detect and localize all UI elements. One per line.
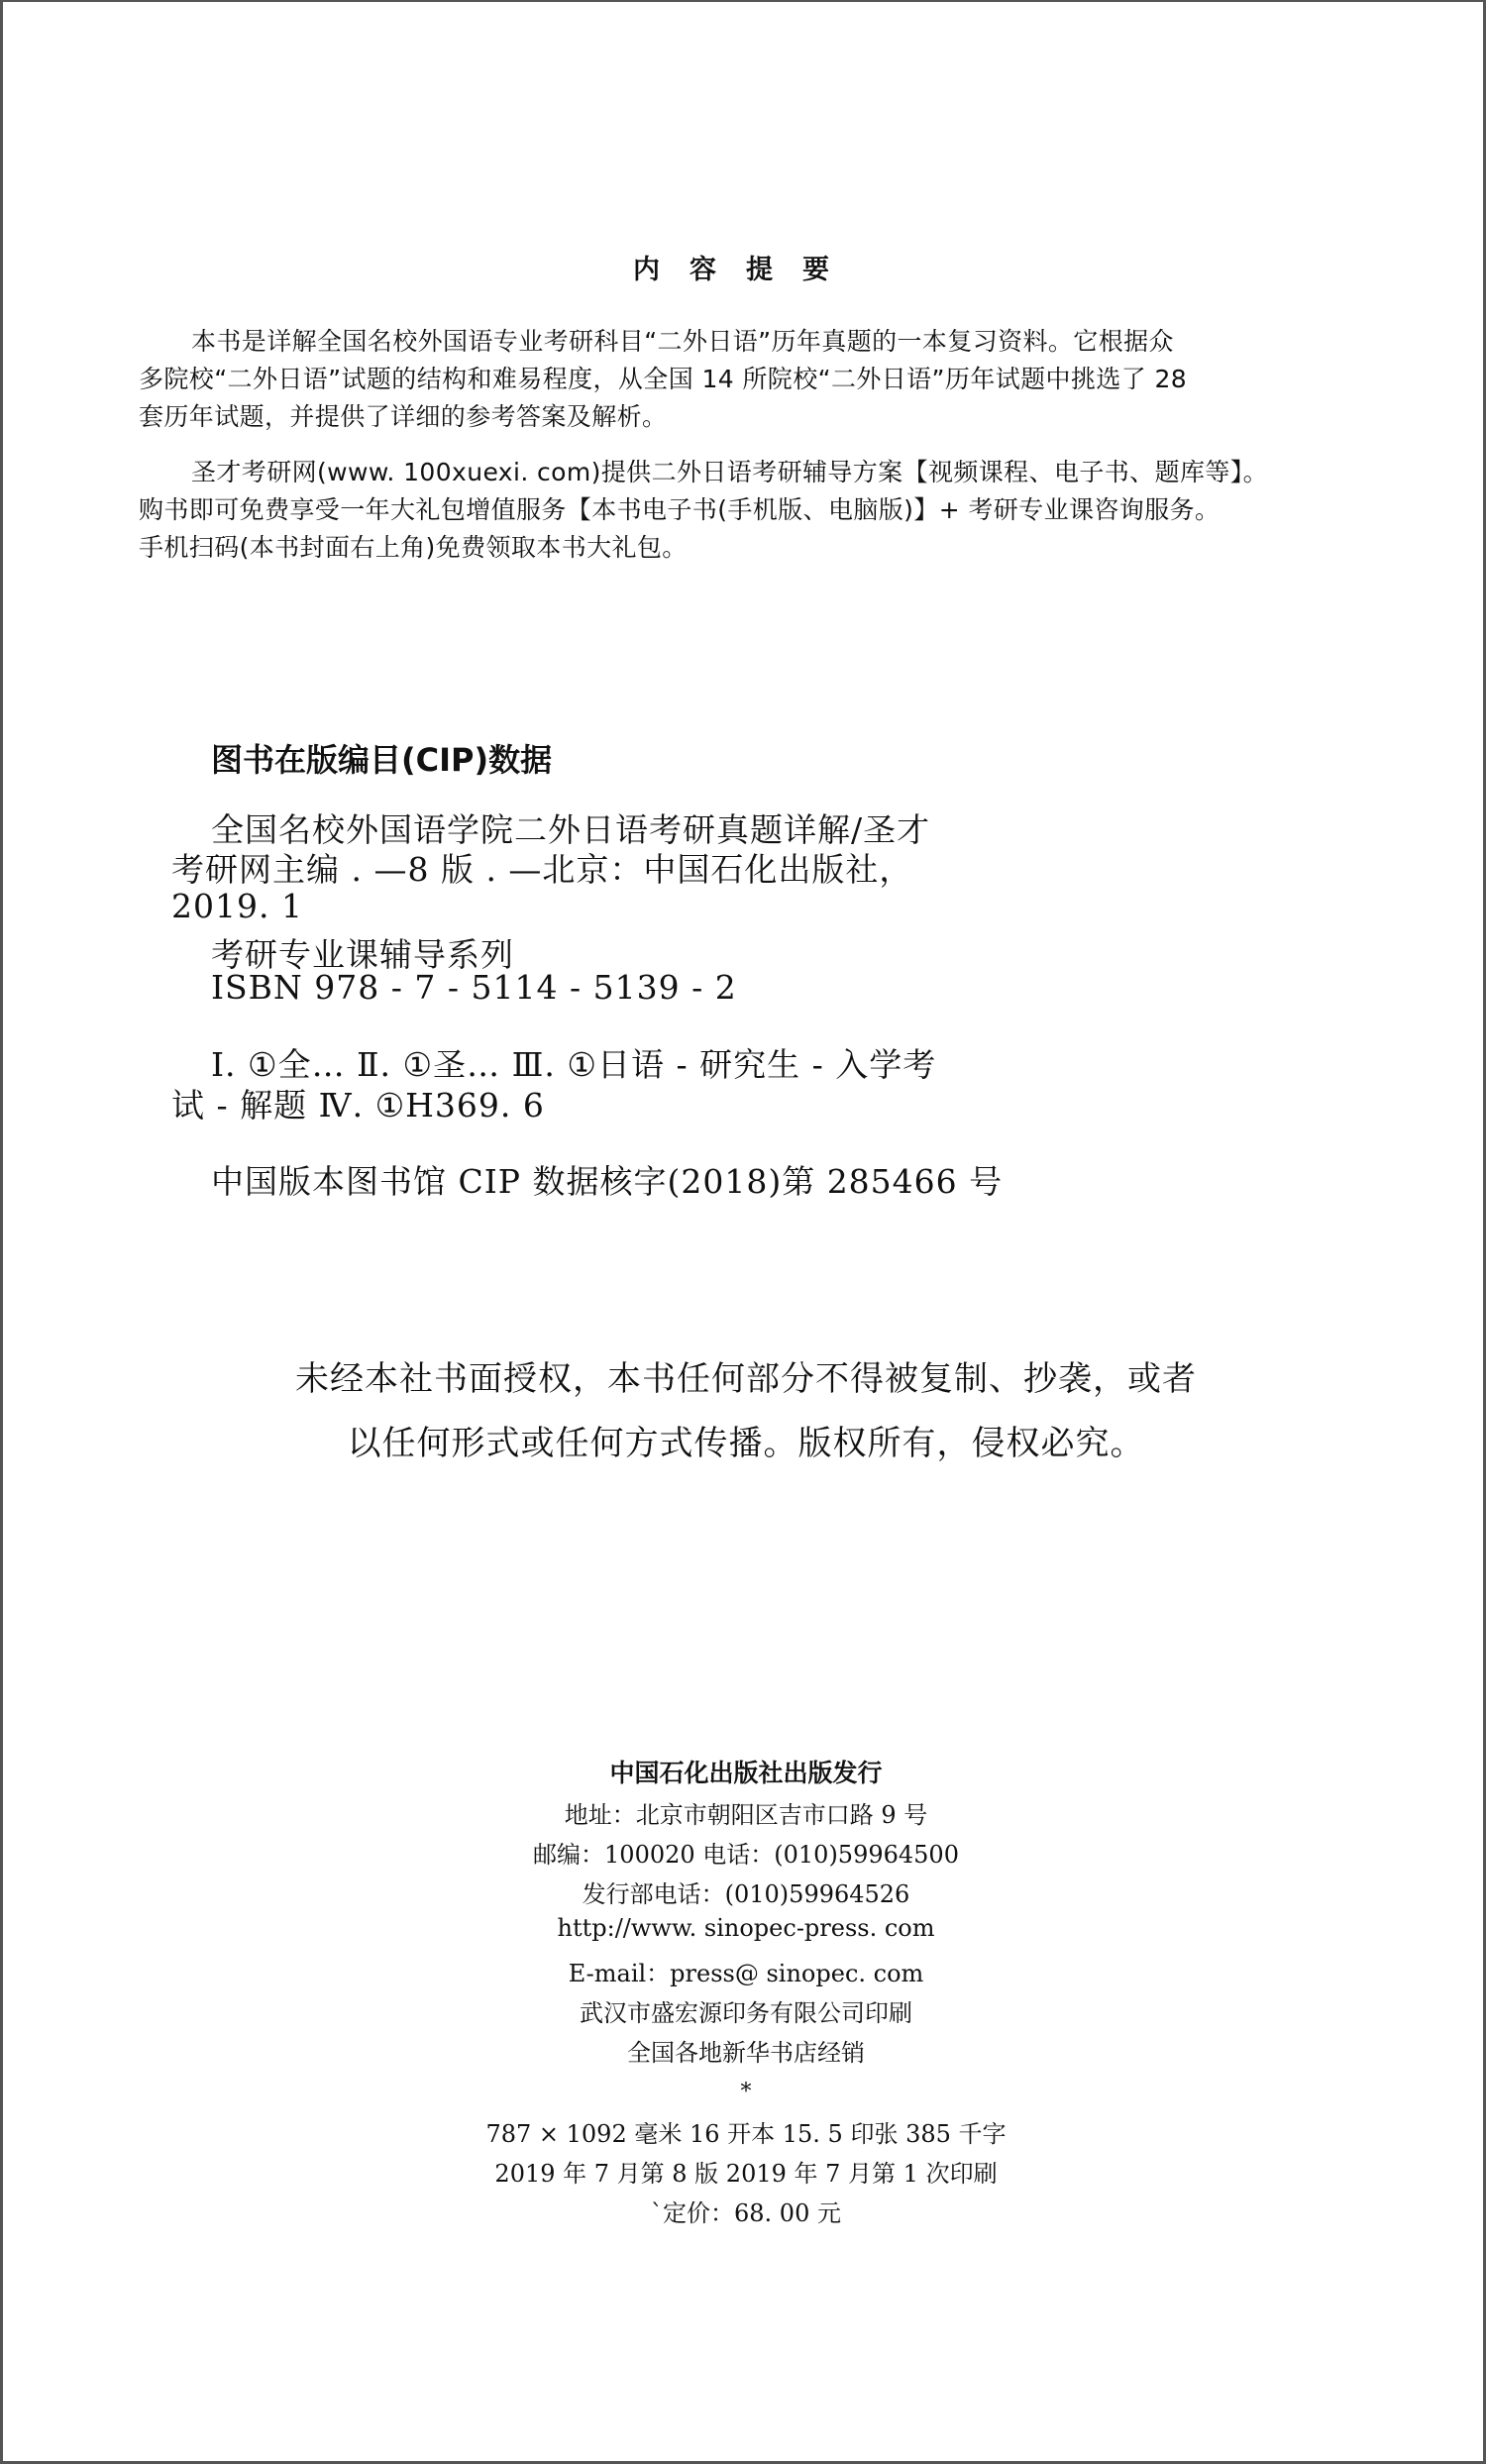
cip-classification-line-1: Ⅰ. ①全… Ⅱ. ①圣… Ⅲ. ①日语 - 研究生 - 入学考 (211, 1045, 937, 1084)
cip-record-line-1: 全国名校外国语学院二外日语考研真题详解/圣才 (211, 810, 931, 849)
publisher-address: 地址：北京市朝阳区吉市口路 9 号 (564, 1801, 928, 1829)
copyright-notice-line-2: 以任何形式或任何方式传播。版权所有，侵权必究。 (347, 1424, 1145, 1463)
summary-paragraph-1-line-1: 本书是详解全国名校外国语专业考研科目“二外日语”历年真题的一本复习资料。它根据众 (191, 327, 1174, 356)
publisher-website: http://www. sinopec-press. com (557, 1914, 935, 1942)
summary-paragraph-1-line-3: 套历年试题，并提供了详细的参考答案及解析。 (139, 402, 668, 431)
publisher-title: 中国石化出版社出版发行 (609, 1759, 883, 1787)
printer: 武汉市盛宏源印务有限公司印刷 (580, 1999, 912, 2027)
summary-paragraph-1-line-2: 多院校“二外日语”试题的结构和难易程度，从全国 14 所院校“二外日语”历年试题中挑选了 28 (139, 365, 1188, 393)
distributor: 全国各地新华书店经销 (627, 2039, 865, 2067)
summary-paragraph-2-line-3: 手机扫码(本书封面右上角)免费领取本书大礼包。 (139, 533, 688, 562)
copyright-notice-line-1: 未经本社书面授权，本书任何部分不得被复制、抄袭，或者 (295, 1359, 1197, 1399)
price: `定价：68. 00 元 (651, 2199, 841, 2227)
summary-paragraph-2-line-1: 圣才考研网(www. 100xuexi. com)提供二外日语考研辅导方案【视频课程、电子书、题库等】。 (191, 458, 1269, 486)
cip-title: 图书在版编目(CIP)数据 (211, 741, 553, 779)
publisher-postcode-phone: 邮编：100020 电话：(010)59964500 (533, 1841, 959, 1869)
cip-isbn: ISBN 978 - 7 - 5114 - 5139 - 2 (211, 968, 737, 1007)
publisher-email: E-mail：press@ sinopec. com (568, 1960, 924, 1987)
publisher-sales-phone: 发行部电话：(010)59964526 (582, 1880, 910, 1908)
cip-approval-number: 中国版本图书馆 CIP 数据核字(2018)第 285466 号 (211, 1162, 1004, 1201)
cip-record-line-2: 考研网主编 . —8 版 . —北京：中国石化出版社， (171, 850, 913, 889)
cip-series: 考研专业课辅导系列 (211, 935, 514, 974)
edition-info: 2019 年 7 月第 8 版 2019 年 7 月第 1 次印刷 (494, 2160, 998, 2188)
separator-asterisk: * (740, 2080, 752, 2104)
summary-title: 内容提要 (633, 255, 859, 285)
cip-classification-line-2: 试 - 解题 Ⅳ. ①H369. 6 (171, 1086, 545, 1125)
summary-paragraph-2-line-2: 购书即可免费享受一年大礼包增值服务【本书电子书(手机版、电脑版)】+ 考研专业课咨询服务。 (139, 495, 1221, 524)
book-specs: 787 × 1092 毫米 16 开本 15. 5 印张 385 千字 (485, 2120, 1007, 2148)
cip-record-line-3: 2019. 1 (171, 887, 303, 925)
